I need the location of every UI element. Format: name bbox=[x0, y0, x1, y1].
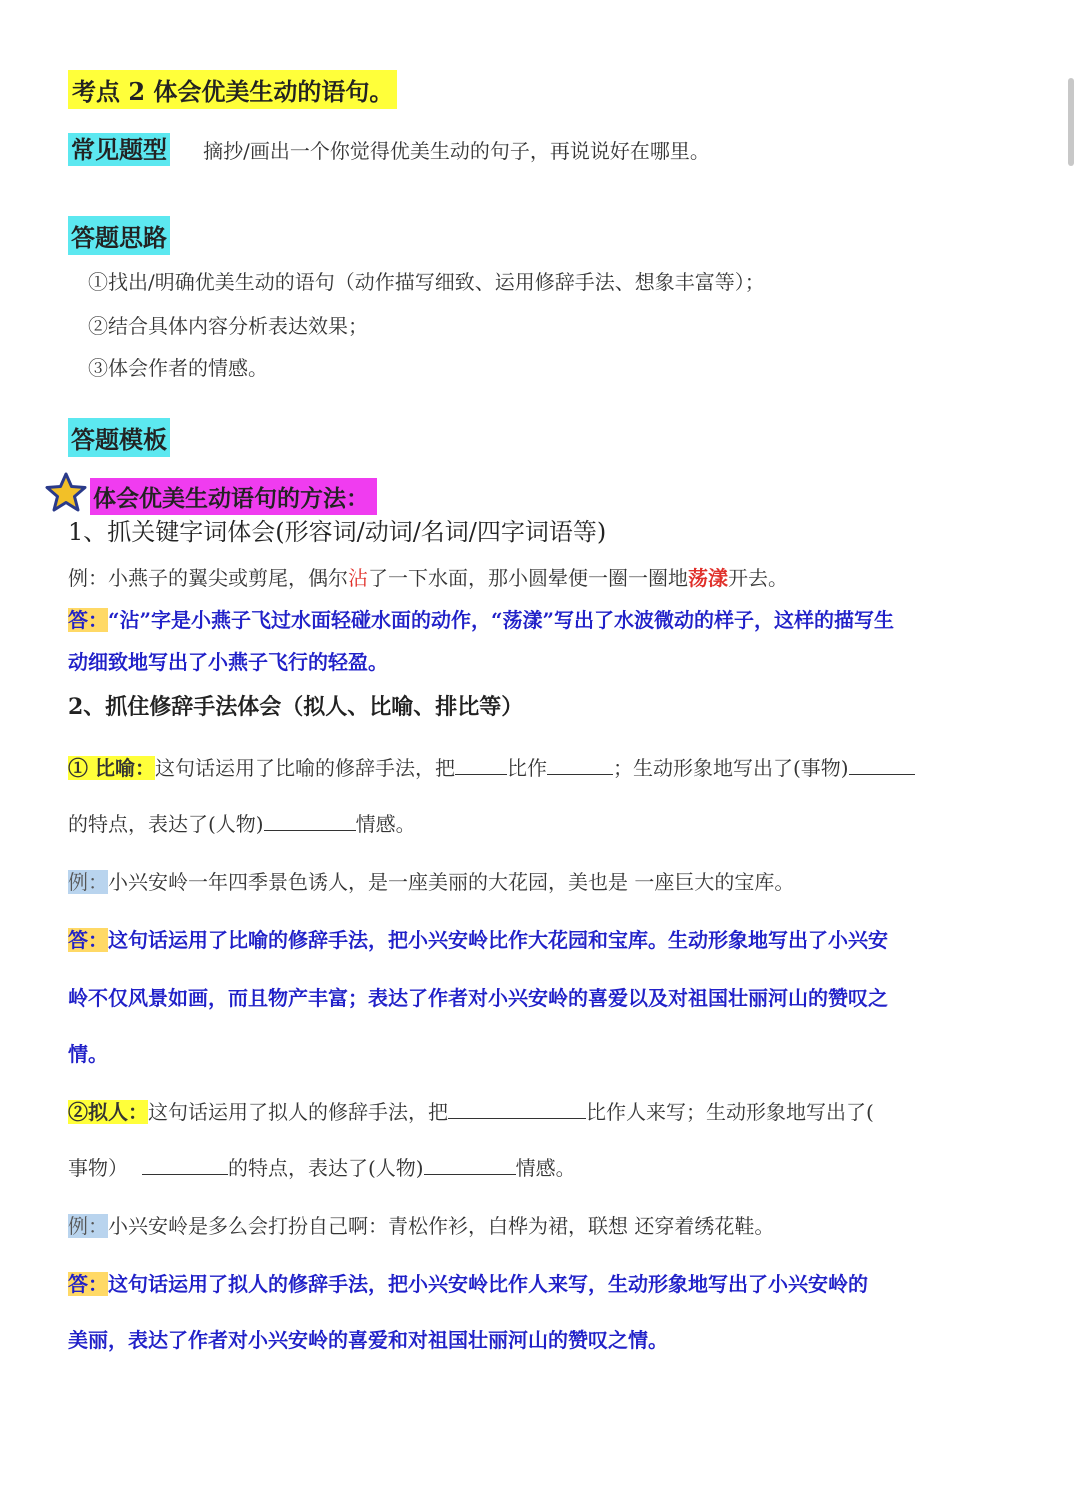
metaphor-answer-line2: 岭不仅风景如画，而且物产丰富；表达了作者对小兴安岭的喜爱以及对祖国壮丽河山的赞叹之 bbox=[68, 986, 888, 1010]
personification-text-2: 比作人来写；生动形象地写出了( bbox=[586, 1100, 874, 1124]
star-icon bbox=[44, 472, 88, 512]
section1-example bbox=[68, 562, 788, 591]
personification-text-5: 情感。 bbox=[515, 1156, 576, 1180]
metaphor-answer-line3: 情。 bbox=[68, 1042, 108, 1066]
question-type-row bbox=[68, 130, 710, 165]
metaphor-label: ① 比喻： bbox=[68, 756, 155, 780]
section1-answer-line2: 动细致地写出了小燕子飞行的轻盈。 bbox=[68, 650, 388, 674]
keyword-dangyang: 荡漾 bbox=[688, 566, 728, 590]
question-type-label: 常见题型 bbox=[68, 133, 170, 166]
approach-item-1: ①找出/明确优美生动的语句（动作描写细致、运用修辞手法、想象丰富等）； bbox=[88, 270, 765, 294]
example-label: 例： bbox=[68, 1214, 108, 1238]
answer-label: 答： bbox=[68, 1272, 108, 1296]
page-title: 考点 2 体会优美生动的语句。 bbox=[68, 70, 397, 109]
personification-example-text: 小兴安岭是多么会打扮自己啊：青松作衫，白桦为裙，联想 还穿着绣花鞋。 bbox=[108, 1214, 775, 1238]
blank-field bbox=[455, 754, 507, 775]
metaphor-text-1: 这句话运用了比喻的修辞手法，把 bbox=[154, 756, 455, 780]
keyword-zhan: 沾 bbox=[348, 566, 368, 590]
personification-text-3: 事物） bbox=[68, 1156, 128, 1180]
blank-field bbox=[448, 1098, 586, 1119]
personification-row2 bbox=[68, 1152, 576, 1181]
metaphor-example bbox=[68, 866, 794, 895]
answer-label: 答： bbox=[68, 608, 108, 632]
metaphor-example-text: 小兴安岭一年四季景色诱人，是一座美丽的大花园，美也是 一座巨大的宝库。 bbox=[108, 870, 795, 894]
blank-field bbox=[547, 754, 613, 775]
metaphor-text-3: ；生动形象地写出了(事物) bbox=[612, 756, 849, 780]
approach-item-3: ③体会作者的情感。 bbox=[88, 356, 268, 380]
personification-example bbox=[68, 1210, 774, 1239]
blank-field bbox=[264, 810, 356, 831]
blank-field bbox=[142, 1154, 228, 1175]
personification-label: ②拟人： bbox=[68, 1100, 148, 1124]
personification-text-1: 这句话运用了拟人的修辞手法，把 bbox=[148, 1100, 448, 1124]
answer-label: 答： bbox=[68, 928, 108, 952]
blank-field bbox=[424, 1154, 516, 1175]
personification-answer-line1 bbox=[68, 1268, 868, 1297]
metaphor-text-4: 的特点，表达了(人物) bbox=[68, 812, 264, 836]
section1-title: 1、抓关键字词体会(形容词/动词/名词/四字词语等) bbox=[68, 518, 607, 546]
section1-answer-line1 bbox=[68, 604, 894, 633]
personification-answer-text: 这句话运用了拟人的修辞手法，把小兴安岭比作人来写，生动形象地写出了小兴安岭的 bbox=[108, 1272, 868, 1296]
metaphor-row1 bbox=[68, 752, 915, 781]
personification-text-4: 的特点，表达了(人物) bbox=[228, 1156, 424, 1180]
personification-answer-line2: 美丽，表达了作者对小兴安岭的喜爱和对祖国壮丽河山的赞叹之情。 bbox=[68, 1328, 668, 1352]
approach-item-2: ②结合具体内容分析表达效果； bbox=[88, 314, 368, 338]
section2-title: 2、抓住修辞手法体会（拟人、比喻、排比等） bbox=[68, 694, 524, 720]
scrollbar[interactable] bbox=[1068, 78, 1074, 166]
example-label: 例： bbox=[68, 870, 108, 894]
method-title: 体会优美生动语句的方法： bbox=[90, 478, 377, 515]
metaphor-row2 bbox=[68, 808, 416, 837]
blank-field bbox=[849, 754, 915, 775]
template-label: 答题模板 bbox=[68, 418, 170, 457]
approach-label: 答题思路 bbox=[68, 216, 170, 255]
answer-text: “沾”字是小燕子飞过水面轻碰水面的动作，“荡漾”写出了水波微动的样子，这样的描写生 bbox=[108, 608, 895, 632]
metaphor-answer-line1 bbox=[68, 924, 888, 953]
personification-row1 bbox=[68, 1096, 874, 1125]
example-mid: 了一下水面，那小圆晕便一圈一圈地 bbox=[368, 566, 688, 590]
example-suffix: 开去。 bbox=[728, 566, 788, 590]
metaphor-text-2: 比作 bbox=[506, 756, 547, 780]
example-prefix: 例：小燕子的翼尖或剪尾，偶尔 bbox=[68, 566, 348, 590]
metaphor-answer-text: 这句话运用了比喻的修辞手法，把小兴安岭比作大花园和宝库。生动形象地写出了小兴安 bbox=[108, 928, 888, 952]
metaphor-text-5: 情感。 bbox=[355, 812, 416, 836]
question-type-text: 摘抄/画出一个你觉得优美生动的句子，再说说好在哪里。 bbox=[203, 139, 710, 163]
